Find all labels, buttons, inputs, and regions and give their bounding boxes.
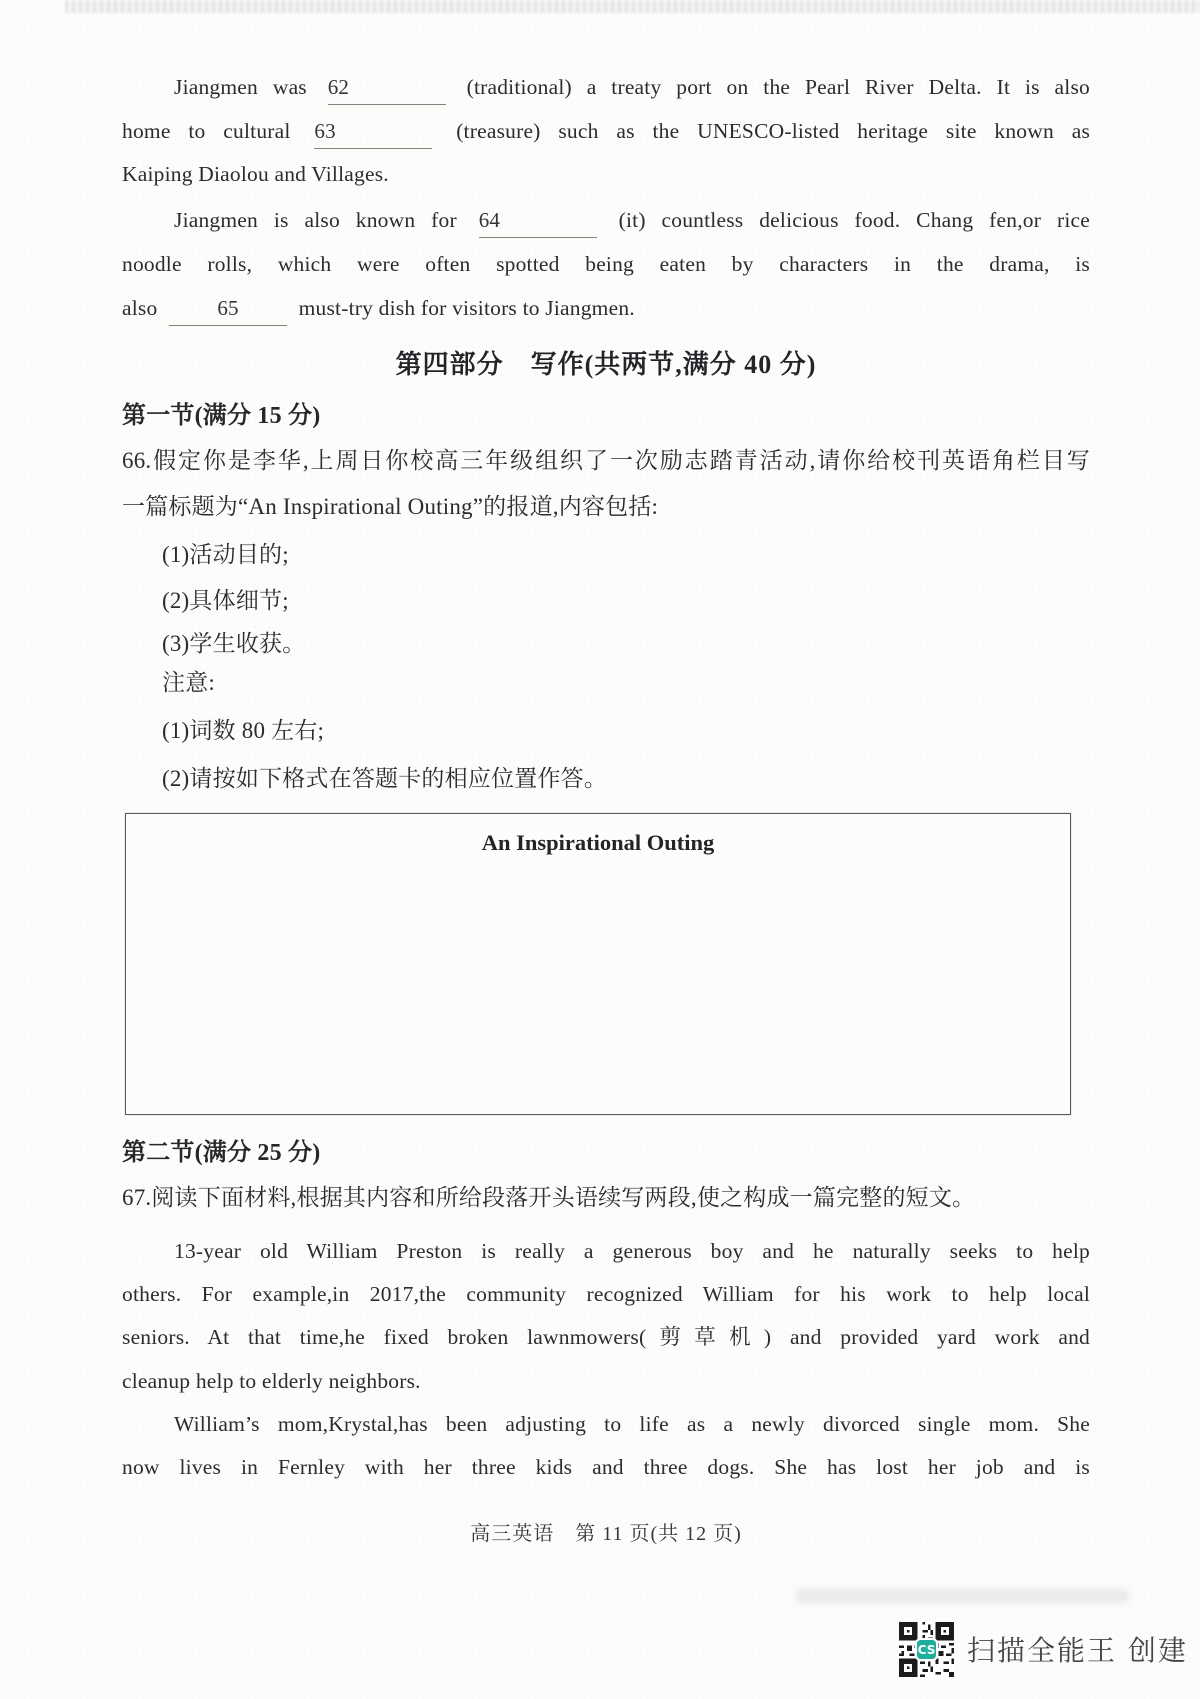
cloze-line-3: Kaiping Diaolou and Villages. (122, 162, 389, 186)
blank-64-number: 64 (478, 208, 501, 232)
cloze-line-6-pre: also (122, 296, 158, 320)
blank-62-number: 62 (327, 75, 350, 99)
answer-box-title: An Inspirational Outing (481, 830, 715, 855)
answer-format-box (125, 813, 1071, 1115)
section1-heading: 第一节(满分 15 分) (122, 403, 321, 429)
q66-point-2: (2)具体细节; (162, 588, 289, 613)
scan-artifact-smudge (795, 1588, 1130, 1604)
watermark-text: 扫描全能王 创建 (967, 1634, 1188, 1667)
q66-note-2: (2)请按如下格式在答题卡的相应位置作答。 (162, 766, 608, 791)
q67-para1-line-1: 13-year old William Preston is really a generous boy and he naturally seeks to help (174, 1239, 1090, 1263)
blank-62 (328, 72, 446, 105)
q66-line-2: 一篇标题为“An Inspirational Outing”的报道,内容包括: (122, 494, 659, 519)
q66-line-1: 66.假定你是李华,上周日你校高三年级组织了一次励志踏青活动,请你给校刊英语角栏目写 (122, 448, 1090, 473)
q67-para1-line-3: seniors. At that time,he fixed broken lawnmowers(剪草机) and provided yard work and (122, 1325, 1090, 1349)
q67-para2-line-1: William’s mom,Krystal,has been adjusting to life as a newly divorced single mom. She (174, 1412, 1090, 1436)
blank-63 (314, 116, 432, 149)
q66-point-3: (3)学生收获。 (162, 631, 306, 656)
svg-text:CS: CS (917, 1642, 936, 1657)
cloze-line-6-post: must-try dish for visitors to Jiangmen. (298, 296, 635, 320)
section2-heading: 第二节(满分 25 分) (122, 1140, 321, 1166)
q66-note-1: (1)词数 80 左右; (162, 718, 325, 743)
cloze-line-1-pre: Jiangmen was (174, 75, 307, 99)
cloze-line-4-post: (it) countless delicious food. Chang fen,or rice (618, 208, 1091, 232)
cloze-line-2-pre: home to cultural (122, 119, 291, 143)
q67-para2-line-2: now lives in Fernley with her three kids and three dogs. She has lost her job and is (122, 1455, 1090, 1479)
q66-note-label: 注意: (162, 670, 215, 695)
blank-63-number: 63 (314, 119, 336, 143)
cloze-line-2-post: (treasure) such as the UNESCO-listed heritage site known as (456, 119, 1091, 143)
cloze-line-4-pre: Jiangmen is also known for (174, 208, 457, 232)
q67-para1-line-4: cleanup help to elderly neighbors. (122, 1369, 421, 1393)
cloze-line-5: noodle rolls, which were often spotted being eaten by characters in the drama, is (122, 252, 1090, 276)
cloze-line-6 (122, 291, 1090, 326)
cloze-line-2 (122, 114, 1090, 149)
cloze-line-4 (122, 203, 1090, 238)
q67-para1-line-2: others. For example,in 2017,the community recognized William for his work to help local (122, 1282, 1090, 1306)
page-footer: 高三英语 第 11 页(共 12 页) (470, 1523, 742, 1545)
camscanner-watermark (899, 1620, 1188, 1678)
cloze-line-1 (122, 70, 1090, 105)
blank-65-number: 65 (217, 296, 239, 320)
qr-code-icon (899, 1622, 954, 1677)
scan-artifact-top-band (65, 0, 1200, 13)
blank-65 (169, 293, 287, 326)
q66-point-1: (1)活动目的; (162, 542, 289, 567)
blank-64 (479, 205, 597, 238)
cloze-line-1-post: (traditional) a treaty port on the Pearl River Delta. It is also (466, 75, 1090, 99)
q67-instruction: 67.阅读下面材料,根据其内容和所给段落开头语续写两段,使之构成一篇完整的短文。 (122, 1185, 976, 1210)
part4-heading: 第四部分 写作(共两节,满分 40 分) (395, 350, 817, 379)
